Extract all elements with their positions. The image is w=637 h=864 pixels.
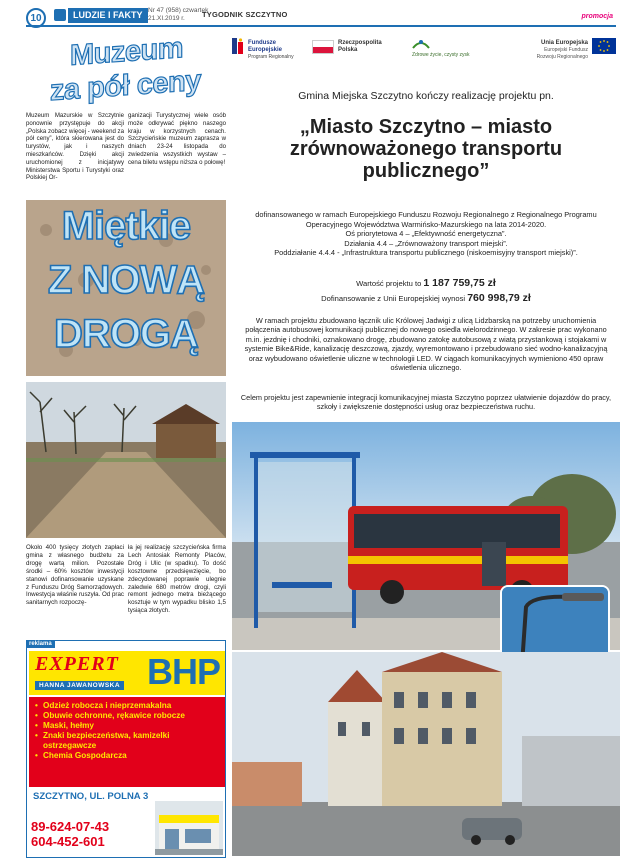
muzeum-title-line1: Muzeum [70, 32, 183, 72]
cofin-amount: 760 998,79 zł [467, 292, 531, 304]
paper-name: TYGODNIK SZCZYTNO [202, 10, 288, 19]
bhp-product-item: • Odzież robocza i nieprzemakalna [35, 701, 219, 711]
ad-tag: reklama [26, 640, 55, 648]
issue-date: 21.XI.2019 r. [148, 15, 185, 22]
project-value [240, 276, 612, 306]
page-number: 10 [26, 8, 46, 28]
muzeum-article-col2: ganizacji Turystycznej wiele osób może odkrywać piękno naszego kraju w korzystnych cenach. Szczycieńskie muzeum zaprasza w dniach 23-24 listopada do zwiedzenia wszystkich wystaw – cena biletu wstępu niższa o połowę! [128, 112, 226, 166]
funding-line-4: Poddziałanie 4.4.4 - „Infrastruktura transportu publicznego (niskoemisyjny transport miejski)”. [274, 248, 578, 258]
warmia-mazury-slogan: Zdrowe życie, czysty zysk [412, 52, 470, 58]
promo-tag: promocja [581, 13, 613, 20]
bhp-brand: EXPERT [35, 653, 119, 675]
project-goal: Celem projektu jest zapewnienie integracji komunikacyjnej miasta Szczytno poprzez ułatwienie dojazdów do pracy, szkoły i zwiększenie dostępności usług oraz bezpieczeństwa ruchu. [240, 393, 612, 412]
road-construction-photo [26, 382, 226, 538]
miekkie-headline-photo [26, 200, 226, 376]
project-title: „Miasto Szczytno – miasto zrównoważonego transportu publicznego” [289, 116, 563, 182]
value-label: Wartość projektu to [356, 279, 422, 288]
road-article-col2: ła jej realizację szczycieńska firma Lech Antosiak Remonty Placów, Dróg i Ulic (w spadku). To dość kosztowne przedsięwzięcie, bo zdecydowanej poprawie ulegnie zaledwie 680 metrów drogi, czyli remont jednego metra bieżącego kosztuje w tym wypadku blisko 1,5 tysiąca złotych. [128, 544, 226, 615]
fe-sub: Program Regionalny [248, 54, 294, 60]
town-street-photo [232, 652, 620, 856]
rp-line1: Rzeczpospolita [338, 40, 382, 46]
bhp-logo-text: BHP [147, 651, 221, 692]
rzeczpospolita-logo [338, 40, 382, 54]
muzeum-headline [26, 32, 226, 112]
road-article-col1: Około 400 tysięcy złotych zapłaci gmina z własnego budżetu za drogę wartą milion. Pozostałe środki – 60% kosztów inwestycji stanowi dofinansowanie uzyskane z Funduszu Dróg Samorządowych. Inwestycja właśnie ruszyła. Od prac sanitarnych rozpoczę- [26, 544, 125, 607]
header-rule [26, 25, 616, 27]
fundusze-europejskie-logo [248, 40, 294, 61]
miekkie-title-line3: DROGĄ [54, 312, 198, 356]
eu-flag-icon [592, 38, 616, 54]
bhp-phone-2: 604-452-601 [31, 834, 105, 849]
section-tag: LUDZIE I FAKTY [68, 8, 148, 23]
ue-line1: Unia Europejska [540, 40, 588, 46]
bhp-ad-banner [29, 651, 225, 695]
miekkie-title-line1: Miętkie [61, 204, 191, 248]
funding-line-2: Oś priorytetowa 4 – „Efektywność energetyczna”. [345, 229, 507, 239]
fundusze-europejskie-icon [232, 38, 244, 54]
bhp-product-item: • Chemia Gospodarcza [35, 751, 219, 761]
issue-number: Nr 47 (958) czwartek [148, 7, 209, 14]
ue-sub1: Europejski Fundusz [544, 47, 588, 53]
bhp-address: SZCZYTNO, UL. POLNA 3 [33, 791, 149, 802]
road-construction-image [26, 382, 226, 538]
bhp-phone-1: 89-624-07-43 [31, 819, 110, 834]
funding-info [240, 210, 612, 258]
fe-line1: Fundusze [248, 40, 276, 46]
town-street-image [232, 652, 620, 856]
bhp-product-item: • Obuwie ochronne, rękawice robocze [35, 711, 219, 721]
unia-europejska-logo [522, 40, 588, 61]
funding-line-3: Działania 4.4 – „Zrównoważony transport miejski”. [344, 238, 508, 248]
warmia-mazury-icon [412, 38, 430, 50]
muzeum-article-col1: Muzeum Mazurskie w Szczytnie ponownie przystępuje do akcji „Polska zobacz więcej - weekend za pół ceny”, która skierowana jest do turystów, jak i naszych mieszkańców. Dzięki akcji uruchomionej z inicjatywy Ministerstwa Sportu i Turystyki oraz Polskiej Or- [26, 112, 124, 182]
bhp-product-item: • Maski, hełmy [35, 721, 219, 731]
fe-line2: Europejskie [248, 47, 283, 53]
bhp-product-item: • Znaki bezpieczeństwa, kamizelki ostrzegawcze [35, 731, 219, 751]
road-article [26, 544, 226, 634]
project-description: W ramach projektu zbudowano łącznik ulic Królowej Jadwigi z ulicą Lidzbarską na potrzeby uruchomienia połączenia autobusowej komunikacji publicznej do nowego osiedla wielorodzinnego. W zakresie prac wykonano m.in. jezdnię i chodniki, oznakowano drogę, zbudowano zatokę autobusową z wiatą przystankową i stojakami w systemie Bike&Ride, kanalizację deszczową, zjazdy, wyremontowano i przebudowano sieć wodno-kanalizacyjną oraz wybudowano oświetlenie uliczne w technologii LED. W ciągach komunikacyjnych wymieniono 450 opraw oświetlenia ulicznego. [244, 316, 608, 373]
bhp-phones [31, 819, 109, 849]
ue-sub2: Rozwoju Regionalnego [536, 54, 588, 60]
funding-logos-bar [232, 34, 620, 68]
funding-line-1: dofinansowanego w ramach Europejskiego Funduszu Rozwoju Regionalnego z Regionalnego Programu Operacyjnego Województwa Warmińsko-Mazurskiego na lata 2014-2020. [255, 210, 597, 229]
bhp-advertisement [26, 640, 226, 858]
shop-photo [155, 801, 223, 855]
bhp-product-list [29, 697, 225, 787]
rp-line2: Polska [338, 47, 358, 53]
section-icon [54, 9, 66, 21]
page-header [0, 0, 637, 30]
bhp-owner: HANNA JAWANOWSKA [35, 681, 124, 690]
project-intro: Gmina Miejska Szczytno kończy realizację projektu pn. [298, 90, 554, 102]
cofin-label: Dofinansowanie z Unii Europejskiej wynosi [321, 294, 466, 303]
muzeum-article [26, 112, 226, 194]
value-amount: 1 187 759,75 zł [423, 277, 496, 289]
polish-flag-icon [312, 40, 334, 54]
muzeum-title-line2: za pół ceny [50, 64, 201, 108]
issue-info [148, 7, 208, 23]
miekkie-title-line2: Z NOWĄ [47, 258, 205, 302]
